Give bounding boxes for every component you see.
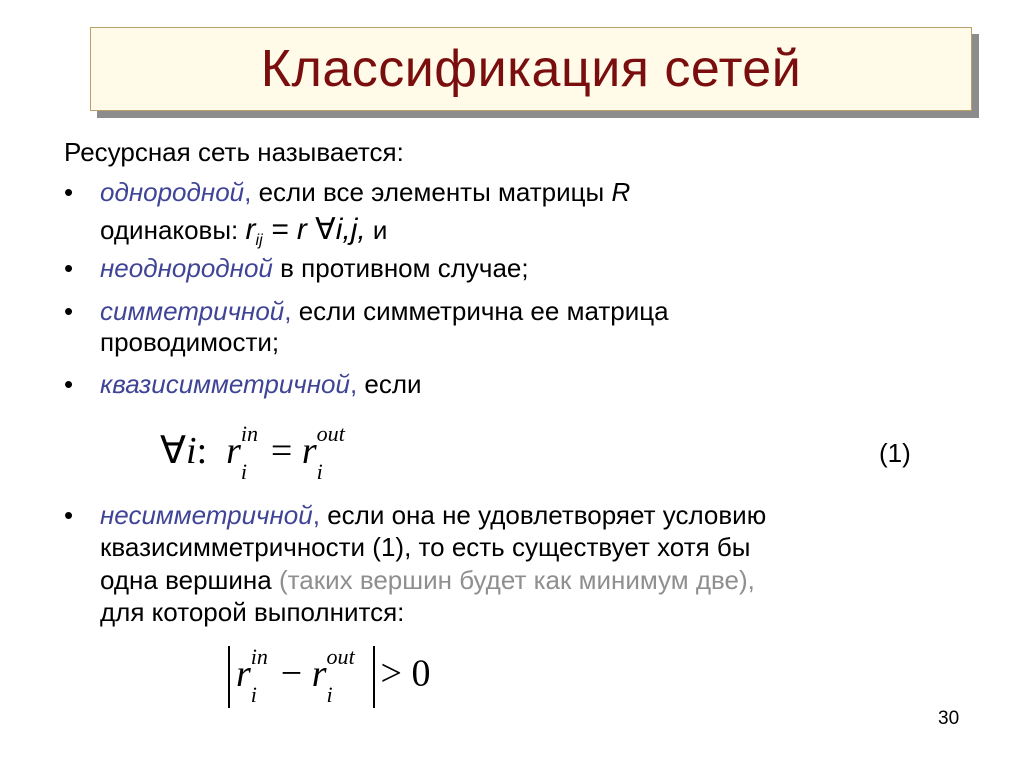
bullet-3: • xyxy=(64,296,74,326)
item-text: и xyxy=(365,215,388,245)
formula-var: i xyxy=(186,430,197,472)
r-out-term xyxy=(301,421,345,484)
formula-ij: ij xyxy=(255,231,263,250)
term-comma: , xyxy=(284,296,292,326)
formula-r: r xyxy=(236,652,251,695)
sub-i: i xyxy=(316,459,323,484)
term-inhomogeneous: неоднородной xyxy=(100,253,273,283)
slide-title: Классификация сетей xyxy=(260,40,802,98)
equals-sign: = xyxy=(270,430,293,472)
item-symmetric-line1 xyxy=(100,296,669,327)
formula-eq: = r xyxy=(262,213,316,246)
formula-r: r xyxy=(226,430,241,472)
item-asymmetric-line4: для которой выполнится: xyxy=(100,597,405,627)
sub-i: i xyxy=(326,681,333,707)
sup-out: out xyxy=(326,643,355,669)
sup-in: in xyxy=(240,421,259,446)
item-homogeneous-line2 xyxy=(100,214,387,256)
equation-number: (1) xyxy=(879,438,911,468)
gray-note: (таких вершин будет как минимум две), xyxy=(278,565,755,595)
item-asymmetric-line2: квазисимметричности (1), то есть существует хотя бы xyxy=(100,532,751,562)
greater-than-zero: > 0 xyxy=(380,652,431,695)
sup-out: out xyxy=(316,421,345,446)
sub-i: i xyxy=(240,459,248,484)
sub-i: i xyxy=(250,681,257,707)
term-homogeneous: однородной xyxy=(100,177,245,207)
r-in-term xyxy=(236,643,268,707)
forall-symbol: ∀ xyxy=(315,213,336,246)
term-asymmetric: несимметричной xyxy=(100,500,313,530)
page-number: 30 xyxy=(938,708,960,729)
abs-bar-left xyxy=(228,646,230,708)
term-quasisymmetric: квазисимметричной xyxy=(100,369,350,399)
title-box xyxy=(90,27,972,111)
bullet-4: • xyxy=(64,369,74,399)
intro-text: Ресурсная сеть называется: xyxy=(64,137,404,167)
item-text: если xyxy=(357,369,422,399)
item-text: одинаковы: xyxy=(100,215,246,245)
item-text: если все элементы матрицы xyxy=(251,177,612,207)
item-text: если она не удовлетворяет условию xyxy=(319,500,767,530)
formula-2 xyxy=(222,643,431,708)
item-quasisymmetric xyxy=(100,369,422,400)
formula-r: r xyxy=(245,213,256,246)
item-asymmetric-line3 xyxy=(100,565,755,596)
item-inhomogeneous xyxy=(100,253,529,284)
minus-sign: − xyxy=(280,652,303,695)
term-comma: , xyxy=(349,369,358,399)
term-comma: , xyxy=(312,500,320,530)
term-symmetric: симметричной xyxy=(100,296,285,326)
sup-in: in xyxy=(250,643,268,669)
formula-1 xyxy=(160,421,345,484)
matrix-symbol: R xyxy=(611,177,631,207)
formula-vars: i,j, xyxy=(335,213,366,246)
r-out-term xyxy=(311,643,355,707)
forall-symbol: ∀ xyxy=(160,430,186,472)
abs-bar-right xyxy=(373,646,375,708)
bullet-5: • xyxy=(64,500,74,530)
formula-r: r xyxy=(311,652,327,695)
formula-colon: : xyxy=(196,430,208,472)
item-text: если симметрична ее матрица xyxy=(291,296,669,326)
item-text: одна вершина xyxy=(100,565,279,595)
formula-r: r xyxy=(301,430,317,472)
item-text: в противном случае; xyxy=(272,253,529,283)
item-symmetric-line2: проводимости; xyxy=(100,327,280,357)
bullet-1: • xyxy=(64,177,74,207)
item-asymmetric-line1 xyxy=(100,500,766,531)
term-comma: , xyxy=(244,177,252,207)
r-in-term xyxy=(226,421,259,484)
bullet-2: • xyxy=(64,253,74,283)
item-homogeneous-line1 xyxy=(100,177,630,208)
